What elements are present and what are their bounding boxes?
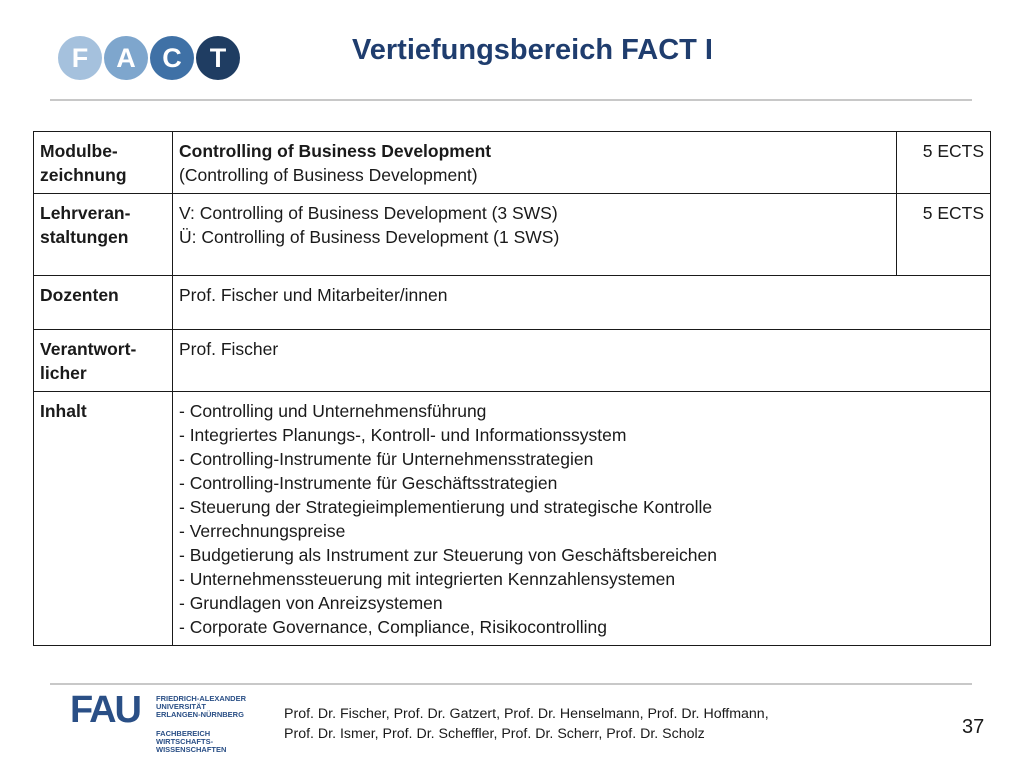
fau-wordmark: FAU: [70, 689, 140, 731]
authors-line: Prof. Dr. Ismer, Prof. Dr. Scheffler, Prof. Dr. Scherr, Prof. Dr. Scholz: [284, 726, 705, 742]
ects-cell: 5 ECTS: [897, 132, 991, 194]
row-label: [34, 194, 173, 276]
fau-logo: [70, 689, 270, 754]
course-line: Ü: Controlling of Business Development (1 SWS): [179, 227, 560, 247]
row-label: [34, 276, 173, 330]
slide-title: Vertiefungsbereich FACT I: [352, 34, 713, 66]
university-line: FRIEDRICH-ALEXANDER: [156, 694, 246, 703]
label-line: zeichnung: [40, 165, 127, 185]
logo-letter-c: C: [150, 36, 194, 80]
fact-logo: [58, 36, 244, 80]
faculty-line: FACHBEREICH WIRTSCHAFTS-: [156, 729, 214, 746]
content-item: - Integriertes Planungs-, Kontroll- und Informationssystem: [179, 425, 627, 445]
lecturers-text: Prof. Fischer und Mitarbeiter/innen: [179, 285, 448, 305]
module-table: [33, 131, 991, 646]
label-line: licher: [40, 363, 87, 383]
table-row-inhalt: [34, 392, 991, 646]
content-item: - Controlling und Unternehmensführung: [179, 401, 487, 421]
content-item: - Budgetierung als Instrument zur Steuerung von Geschäftsbereichen: [179, 545, 717, 565]
footer-divider: [50, 683, 972, 685]
logo-letter-a: A: [104, 36, 148, 80]
module-title: Controlling of Business Development: [179, 141, 492, 161]
label-line: Verantwort-: [40, 339, 137, 359]
university-line: UNIVERSITÄT: [156, 702, 207, 711]
row-content: [173, 194, 897, 276]
table-row-verantwortlicher: [34, 330, 991, 392]
authors-line: Prof. Dr. Fischer, Prof. Dr. Gatzert, Prof. Dr. Henselmann, Prof. Dr. Hoffmann,: [284, 706, 769, 722]
responsible-text: Prof. Fischer: [179, 339, 279, 359]
label-line: Modulbe-: [40, 141, 118, 161]
header-divider: [50, 99, 972, 101]
content-item: - Controlling-Instrumente für Unternehmensstrategien: [179, 449, 594, 469]
label-line: Lehrveran-: [40, 203, 131, 223]
content-item: - Grundlagen von Anreizsystemen: [179, 593, 443, 613]
content-item: - Controlling-Instrumente für Geschäftsstrategien: [179, 473, 558, 493]
authors-list: [284, 704, 769, 744]
table-row-modulbezeichnung: [34, 132, 991, 194]
page-number: 37: [962, 716, 985, 738]
faculty-name: [156, 730, 266, 754]
logo-letter-f: F: [58, 36, 102, 80]
row-label: [34, 132, 173, 194]
university-name: [156, 695, 256, 719]
content-item: - Steuerung der Strategieimplementierung und strategische Kontrolle: [179, 497, 713, 517]
ects-cell: 5 ECTS: [897, 194, 991, 276]
row-label: [34, 330, 173, 392]
row-content: [173, 392, 991, 646]
table-row-lehrveranstaltungen: [34, 194, 991, 276]
table-row-dozenten: [34, 276, 991, 330]
module-subtitle: (Controlling of Business Development): [179, 165, 478, 185]
content-item: - Corporate Governance, Compliance, Risikocontrolling: [179, 617, 607, 637]
course-line: V: Controlling of Business Development (3 SWS): [179, 203, 558, 223]
row-label: [34, 392, 173, 646]
logo-letter-t: T: [196, 36, 240, 80]
content-item: - Unternehmenssteuerung mit integrierten Kennzahlensystemen: [179, 569, 676, 589]
faculty-line: WISSENSCHAFTEN: [156, 745, 227, 754]
row-content: [173, 330, 991, 392]
row-content: [173, 276, 991, 330]
label-line: Inhalt: [40, 401, 87, 421]
content-item: - Verrechnungspreise: [179, 521, 346, 541]
university-line: ERLANGEN-NÜRNBERG: [156, 710, 244, 719]
row-content: [173, 132, 897, 194]
label-line: staltungen: [40, 227, 129, 247]
label-line: Dozenten: [40, 285, 119, 305]
